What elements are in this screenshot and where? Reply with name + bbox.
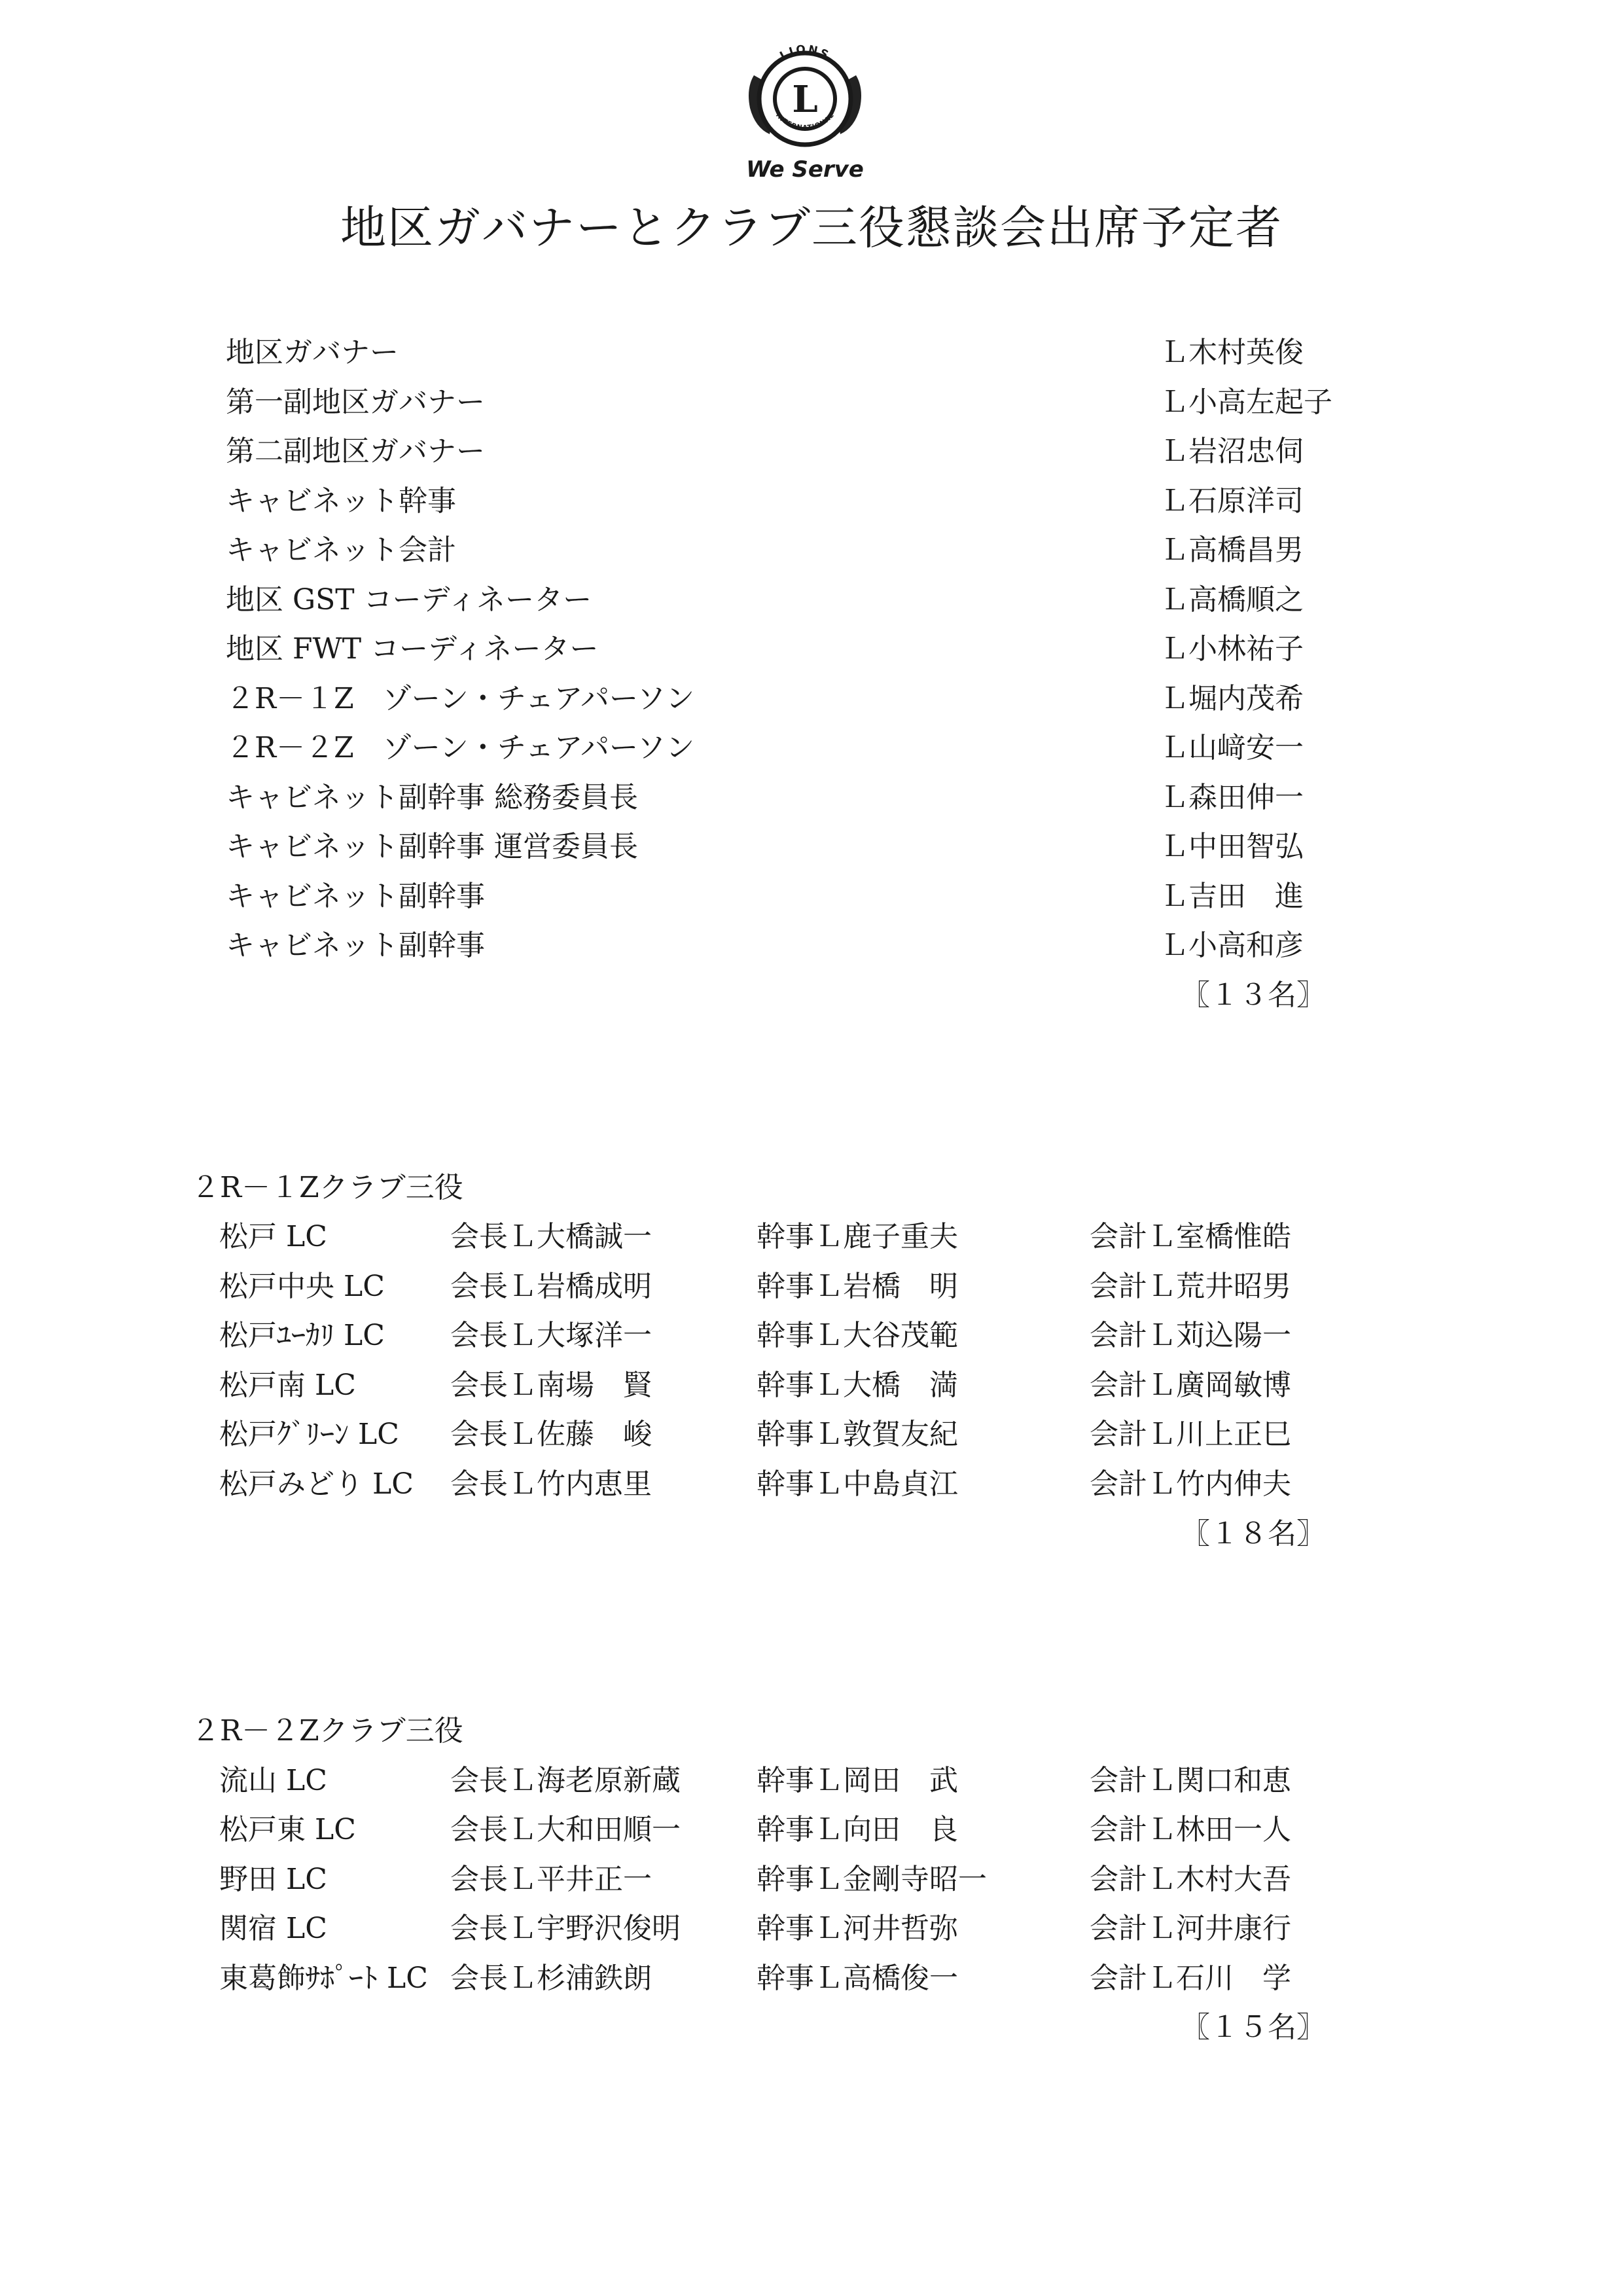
officer-role: キャビネット副幹事 <box>226 929 485 962</box>
secretary: 幹事Ｌ大橋 満 <box>757 1369 958 1402</box>
secretary: 幹事Ｌ金剛寺昭一 <box>757 1863 987 1896</box>
page-title: 地区ガバナーとクラブ三役懇談会出席予定者 <box>340 201 1283 255</box>
club-name: 東葛飾ｻﾎﾟｰﾄ LC <box>219 1962 428 1995</box>
treasurer: 会計Ｌ木村大吾 <box>1090 1863 1291 1896</box>
treasurer: 会計Ｌ林田一人 <box>1090 1813 1291 1846</box>
treasurer: 会計Ｌ苅込陽一 <box>1090 1319 1291 1352</box>
secretary: 幹事Ｌ鹿子重夫 <box>757 1220 958 1253</box>
officer-name: Ｌ中田智弘 <box>1160 830 1304 863</box>
secretary: 幹事Ｌ河井哲弥 <box>757 1912 958 1945</box>
zone1-count: 〖１８名〗 <box>1181 1517 1325 1551</box>
club-name: 松戸ｸﾞﾘｰﾝ LC <box>219 1418 399 1451</box>
officer-name: Ｌ岩沼忠伺 <box>1160 435 1304 468</box>
officer-role: キャビネット会計 <box>226 533 456 567</box>
club-name: 松戸 LC <box>219 1220 327 1253</box>
club-name: 関宿 LC <box>219 1912 327 1945</box>
secretary: 幹事Ｌ向田 良 <box>757 1813 958 1846</box>
secretary: 幹事Ｌ岡田 武 <box>757 1764 958 1797</box>
officer-name: Ｌ小林祐子 <box>1160 632 1304 666</box>
officer-role: 地区 FWT コーディネーター <box>226 632 599 666</box>
secretary: 幹事Ｌ大谷茂範 <box>757 1319 958 1352</box>
lions-logo-icon <box>741 36 869 187</box>
svg-text:INTERNATIONAL: INTERNATIONAL <box>774 111 836 132</box>
slogan: We Serve <box>746 156 864 183</box>
president: 会長Ｌ南場 賢 <box>450 1369 652 1402</box>
officer-role: キャビネット幹事 <box>226 484 456 518</box>
zone1-heading: ２R－１Zクラブ三役 <box>191 1171 463 1204</box>
officer-role: キャビネット副幹事 <box>226 880 485 913</box>
club-name: 流山 LC <box>219 1764 327 1797</box>
officer-name: Ｌ木村英俊 <box>1160 336 1304 369</box>
president: 会長Ｌ宇野沢俊明 <box>450 1912 681 1945</box>
officer-name: Ｌ高橋昌男 <box>1160 533 1304 567</box>
club-name: 松戸みどり LC <box>219 1467 414 1501</box>
zone2-count: 〖１５名〗 <box>1181 2011 1325 2044</box>
treasurer: 会計Ｌ川上正巳 <box>1090 1418 1291 1451</box>
officer-role: ２R－２Z ゾーン・チェアパーソン <box>226 731 695 764</box>
officer-name: Ｌ小高左起子 <box>1160 386 1332 419</box>
president: 会長Ｌ岩橋成明 <box>450 1270 652 1303</box>
secretary: 幹事Ｌ敦賀友紀 <box>757 1418 958 1451</box>
president: 会長Ｌ大和田順一 <box>450 1813 681 1846</box>
officer-role: 地区 GST コーディネーター <box>226 583 592 617</box>
treasurer: 会計Ｌ廣岡敏博 <box>1090 1369 1291 1402</box>
officer-name: Ｌ森田伸一 <box>1160 781 1304 814</box>
officer-role: 第二副地区ガバナー <box>226 435 485 468</box>
treasurer: 会計Ｌ河井康行 <box>1090 1912 1291 1945</box>
treasurer: 会計Ｌ荒井昭男 <box>1090 1270 1291 1303</box>
club-name: 松戸ﾕｰｶﾘ LC <box>219 1319 385 1352</box>
treasurer: 会計Ｌ竹内伸夫 <box>1090 1467 1291 1501</box>
president: 会長Ｌ杉浦鉄朗 <box>450 1962 652 1995</box>
zone2-heading: ２R－２Zクラブ三役 <box>191 1714 463 1748</box>
officer-name: Ｌ山﨑安一 <box>1160 731 1304 764</box>
president: 会長Ｌ竹内恵里 <box>450 1467 652 1501</box>
club-name: 松戸東 LC <box>219 1813 356 1846</box>
president: 会長Ｌ平井正一 <box>450 1863 652 1896</box>
officer-role: 第一副地区ガバナー <box>226 386 485 419</box>
president: 会長Ｌ大橋誠一 <box>450 1220 652 1253</box>
club-name: 野田 LC <box>219 1863 327 1896</box>
secretary: 幹事Ｌ岩橋 明 <box>757 1270 958 1303</box>
officer-role: キャビネット副幹事 総務委員長 <box>226 781 638 814</box>
officer-name: Ｌ高橋順之 <box>1160 583 1304 617</box>
club-name: 松戸南 LC <box>219 1369 356 1402</box>
officer-role: ２R－１Z ゾーン・チェアパーソン <box>226 682 695 715</box>
officer-role: キャビネット副幹事 運営委員長 <box>226 830 638 863</box>
treasurer: 会計Ｌ石川 学 <box>1090 1962 1291 1995</box>
officer-name: Ｌ堀内茂希 <box>1160 682 1304 715</box>
svg-text:L: L <box>792 78 818 121</box>
treasurer: 会計Ｌ室橋惟皓 <box>1090 1220 1291 1253</box>
secretary: 幹事Ｌ中島貞江 <box>757 1467 958 1501</box>
officer-role: 地区ガバナー <box>226 336 399 369</box>
officer-name: Ｌ吉田 進 <box>1160 880 1304 913</box>
svg-text:LIONS: LIONS <box>777 43 832 63</box>
officer-name: Ｌ小高和彦 <box>1160 929 1304 962</box>
officers-count: 〖１３名〗 <box>1181 978 1325 1012</box>
president: 会長Ｌ佐藤 峻 <box>450 1418 652 1451</box>
secretary: 幹事Ｌ高橋俊一 <box>757 1962 958 1995</box>
treasurer: 会計Ｌ関口和恵 <box>1090 1764 1291 1797</box>
president: 会長Ｌ大塚洋一 <box>450 1319 652 1352</box>
officer-name: Ｌ石原洋司 <box>1160 484 1304 518</box>
club-name: 松戸中央 LC <box>219 1270 385 1303</box>
president: 会長Ｌ海老原新蔵 <box>450 1764 681 1797</box>
